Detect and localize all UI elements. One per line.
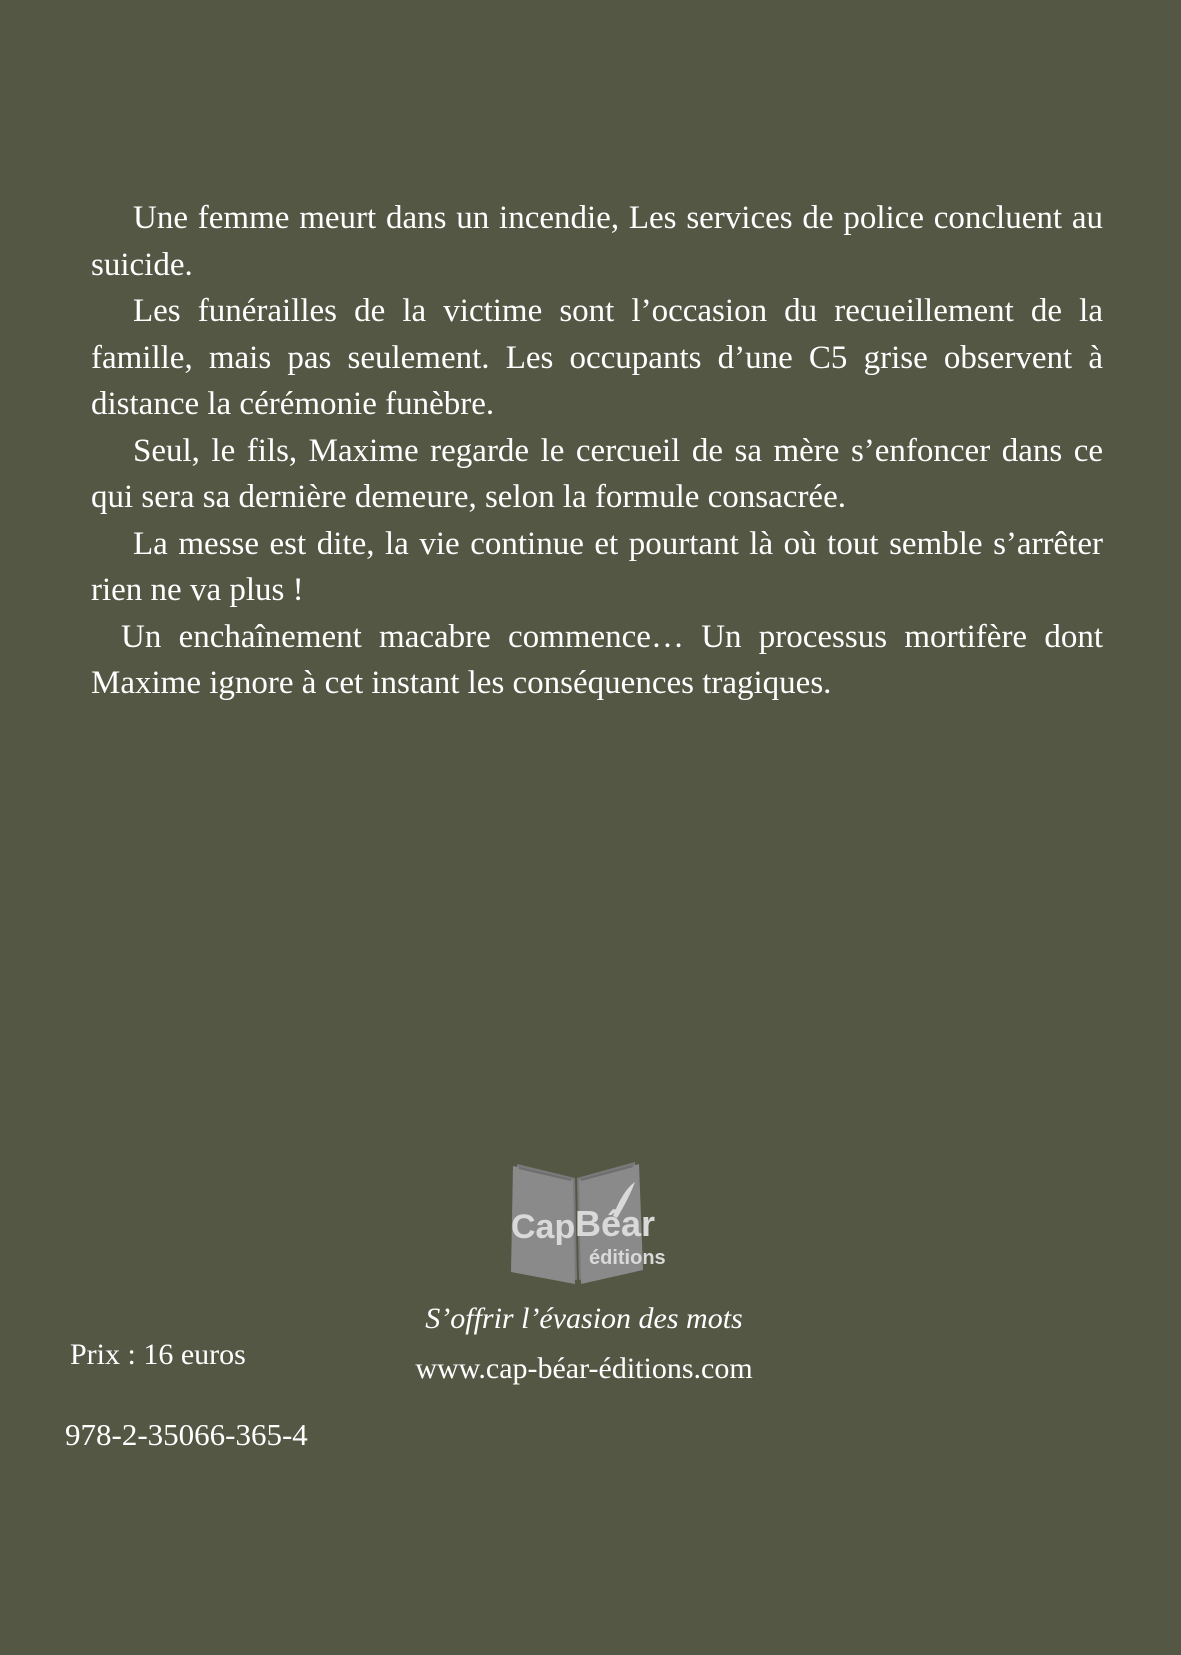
blurb-paragraph-5: Un enchaînement macabre commence… Un processus mortifère dont Maxime ignore à cet instant les conséquences tragiques. bbox=[91, 618, 1103, 701]
blurb-paragraph-1: Une femme meurt dans un incendie, Les services de police concluent au suicide. bbox=[91, 200, 1103, 283]
blurb-paragraph-2: Les funérailles de la victime sont l’occasion du recueillement de la famille, mais pas seulement. Les occupants d’une C5 grise observent à distance la cérémonie funèbre. bbox=[91, 293, 1103, 422]
blurb-paragraph-4: La messe est dite, la vie continue et pourtant là où tout semble s’arrêter rien ne va plus ! bbox=[91, 525, 1103, 608]
publisher-tagline: S’offrir l’évasion des mots bbox=[425, 1302, 743, 1335]
logo-editions-text: éditions bbox=[589, 1247, 665, 1269]
book-price: Prix : 16 euros bbox=[70, 1338, 246, 1371]
open-book-icon bbox=[505, 1160, 665, 1290]
publisher-website[interactable]: www.cap-béar-éditions.com bbox=[415, 1352, 753, 1385]
logo-cap-text: Cap bbox=[511, 1208, 576, 1246]
back-cover-blurb bbox=[91, 195, 1103, 707]
logo-bear-text: Béar bbox=[575, 1203, 656, 1244]
blurb-paragraph-3: Seul, le fils, Maxime regarde le cercueil de sa mère s’enfoncer dans ce qui sera sa dernière demeure, selon la formule consacrée. bbox=[91, 432, 1103, 515]
cap-bear-editions-logo bbox=[505, 1160, 665, 1290]
book-isbn: 978-2-35066-365-4 bbox=[65, 1417, 308, 1452]
